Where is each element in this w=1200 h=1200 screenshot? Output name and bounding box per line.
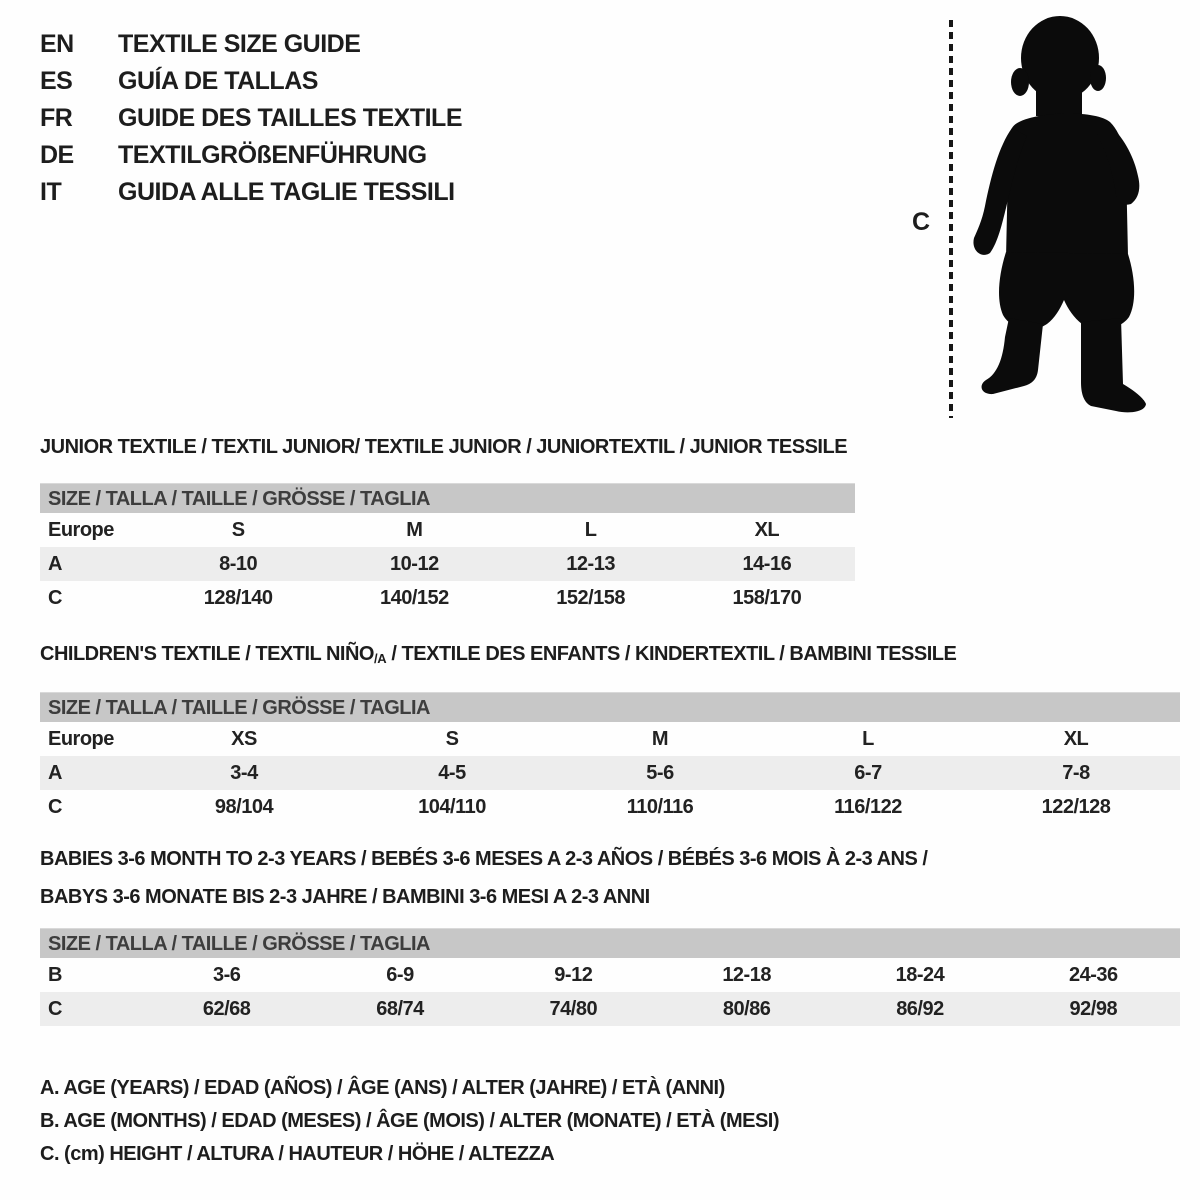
section-title [40,641,1180,669]
value-cell: 116/122 [834,795,902,818]
language-row-en [40,30,462,67]
language-code: IT [40,178,62,206]
value-cell: 8-10 [219,552,258,575]
row-label-cell: Europe [48,727,114,750]
language-label: TEXTILE SIZE GUIDE [118,30,361,58]
section-title-line1: BABIES 3-6 MONTH TO 2-3 YEARS / BEBÉS 3-6 MESES A 2-3 AÑOS / BÉBÉS 3-6 MOIS À 2-3 ANS / [40,848,928,870]
language-label: GUÍA DE TALLAS [118,67,318,95]
table-row [40,756,1180,790]
value-cell: L [862,727,874,750]
language-code: ES [40,67,73,95]
language-label: GUIDE DES TAILLES TEXTILE [118,104,463,132]
table-row [40,581,855,615]
footnote-legend [40,1072,779,1171]
table-row [40,958,1180,992]
language-list [40,30,462,215]
value-cell: S [445,727,459,750]
value-cell: 122/128 [1041,795,1111,818]
language-label: GUIDA ALLE TAGLIE TESSILI [118,178,455,206]
value-cell: 5-6 [646,761,674,784]
row-label-cell: Europe [48,518,114,541]
value-cell: 12-18 [722,963,771,986]
row-label-cell: C [48,997,62,1020]
value-cell: 152/158 [556,586,626,609]
table-row [40,547,855,581]
value-cell: 140/152 [379,586,449,609]
children-size-table [40,722,1180,824]
toddler-silhouette-icon [968,16,1150,420]
value-cell: XL [1063,727,1089,750]
language-row-de [40,141,462,178]
table-row [40,722,1180,756]
value-cell: 14-16 [742,552,792,575]
value-cell: 80/86 [722,997,771,1020]
value-cell: 86/92 [896,997,944,1020]
section-title: JUNIOR TEXTILE / TEXTIL JUNIOR/ TEXTILE JUNIOR / JUNIORTEXTIL / JUNIOR TESSILE [40,436,848,458]
row-label-cell: C [48,795,62,818]
language-row-it [40,178,462,215]
size-header-band: SIZE / TALLA / TAILLE / GRÖSSE / TAGLIA [40,483,855,513]
value-cell: 9-12 [554,963,593,986]
section-title [40,840,1180,916]
value-cell: 10-12 [390,552,439,575]
value-cell: S [231,518,245,541]
value-cell: 7-8 [1062,761,1090,784]
section-babies-textile [40,840,1180,1026]
language-code: EN [40,30,74,58]
table-row [40,513,855,547]
height-measure-label: C [912,208,931,236]
section-title-line2: BABYS 3-6 MONATE BIS 2-3 JAHRE / BAMBINI 3-6 MESI A 2-3 ANNI [40,886,650,908]
section-junior-textile [40,434,855,615]
language-code: FR [40,104,73,132]
value-cell: 6-9 [386,963,414,986]
value-cell: 110/116 [626,795,694,818]
value-cell: 18-24 [895,963,945,986]
value-cell: 24-36 [1068,963,1118,986]
value-cell: 3-6 [212,963,241,986]
language-code: DE [40,141,74,169]
value-cell: 68/74 [376,997,424,1020]
value-cell: 98/104 [214,795,274,818]
value-cell: 158/170 [732,586,802,609]
language-row-fr [40,104,462,141]
row-label-cell: C [48,586,62,609]
language-label: TEXTILGRÖßENFÜHRUNG [118,141,427,169]
value-cell: XS [231,727,257,750]
section-title-subscript: /A [373,651,387,666]
language-row-es [40,67,462,104]
footnote-height-cm: C. (cm) HEIGHT / ALTURA / HAUTEUR / HÖHE / ALTEZZA [40,1143,555,1165]
value-cell: 74/80 [549,997,598,1020]
value-cell: XL [754,518,780,541]
value-cell: 62/68 [202,997,251,1020]
footnote-age-months: B. AGE (MONTHS) / EDAD (MESES) / ÂGE (MOIS) / ALTER (MONATE) / ETÀ (MESI) [40,1110,780,1132]
footnote-age-years: A. AGE (YEARS) / EDAD (AÑOS) / ÂGE (ANS) / ALTER (JAHRE) / ETÀ (ANNI) [40,1077,725,1099]
height-dashed-line [949,20,953,418]
section-childrens-textile [40,641,1180,824]
value-cell: M [651,727,669,750]
value-cell: L [584,518,597,541]
section-title-part: / TEXTILE DES ENFANTS / KINDERTEXTIL / BAMBINI TESSILE [386,643,957,665]
value-cell: M [406,518,423,541]
value-cell: 6-7 [854,761,882,784]
value-cell: 12-13 [566,552,615,575]
row-label-cell: B [48,963,62,986]
value-cell: 4-5 [438,761,466,784]
value-cell: 92/98 [1069,997,1118,1020]
row-label-cell: A [48,761,62,784]
value-cell: 128/140 [203,586,273,609]
section-title-part: CHILDREN'S TEXTILE / TEXTIL NIÑO [40,643,374,665]
value-cell: 3-4 [230,761,258,784]
row-label-cell: A [48,552,62,575]
value-cell: 104/110 [418,795,486,818]
table-row [40,790,1180,824]
babies-size-table [40,958,1180,1026]
junior-size-table [40,513,855,615]
table-row [40,992,1180,1026]
size-header-band: SIZE / TALLA / TAILLE / GRÖSSE / TAGLIA [40,692,1180,722]
size-header-band: SIZE / TALLA / TAILLE / GRÖSSE / TAGLIA [40,928,1180,958]
